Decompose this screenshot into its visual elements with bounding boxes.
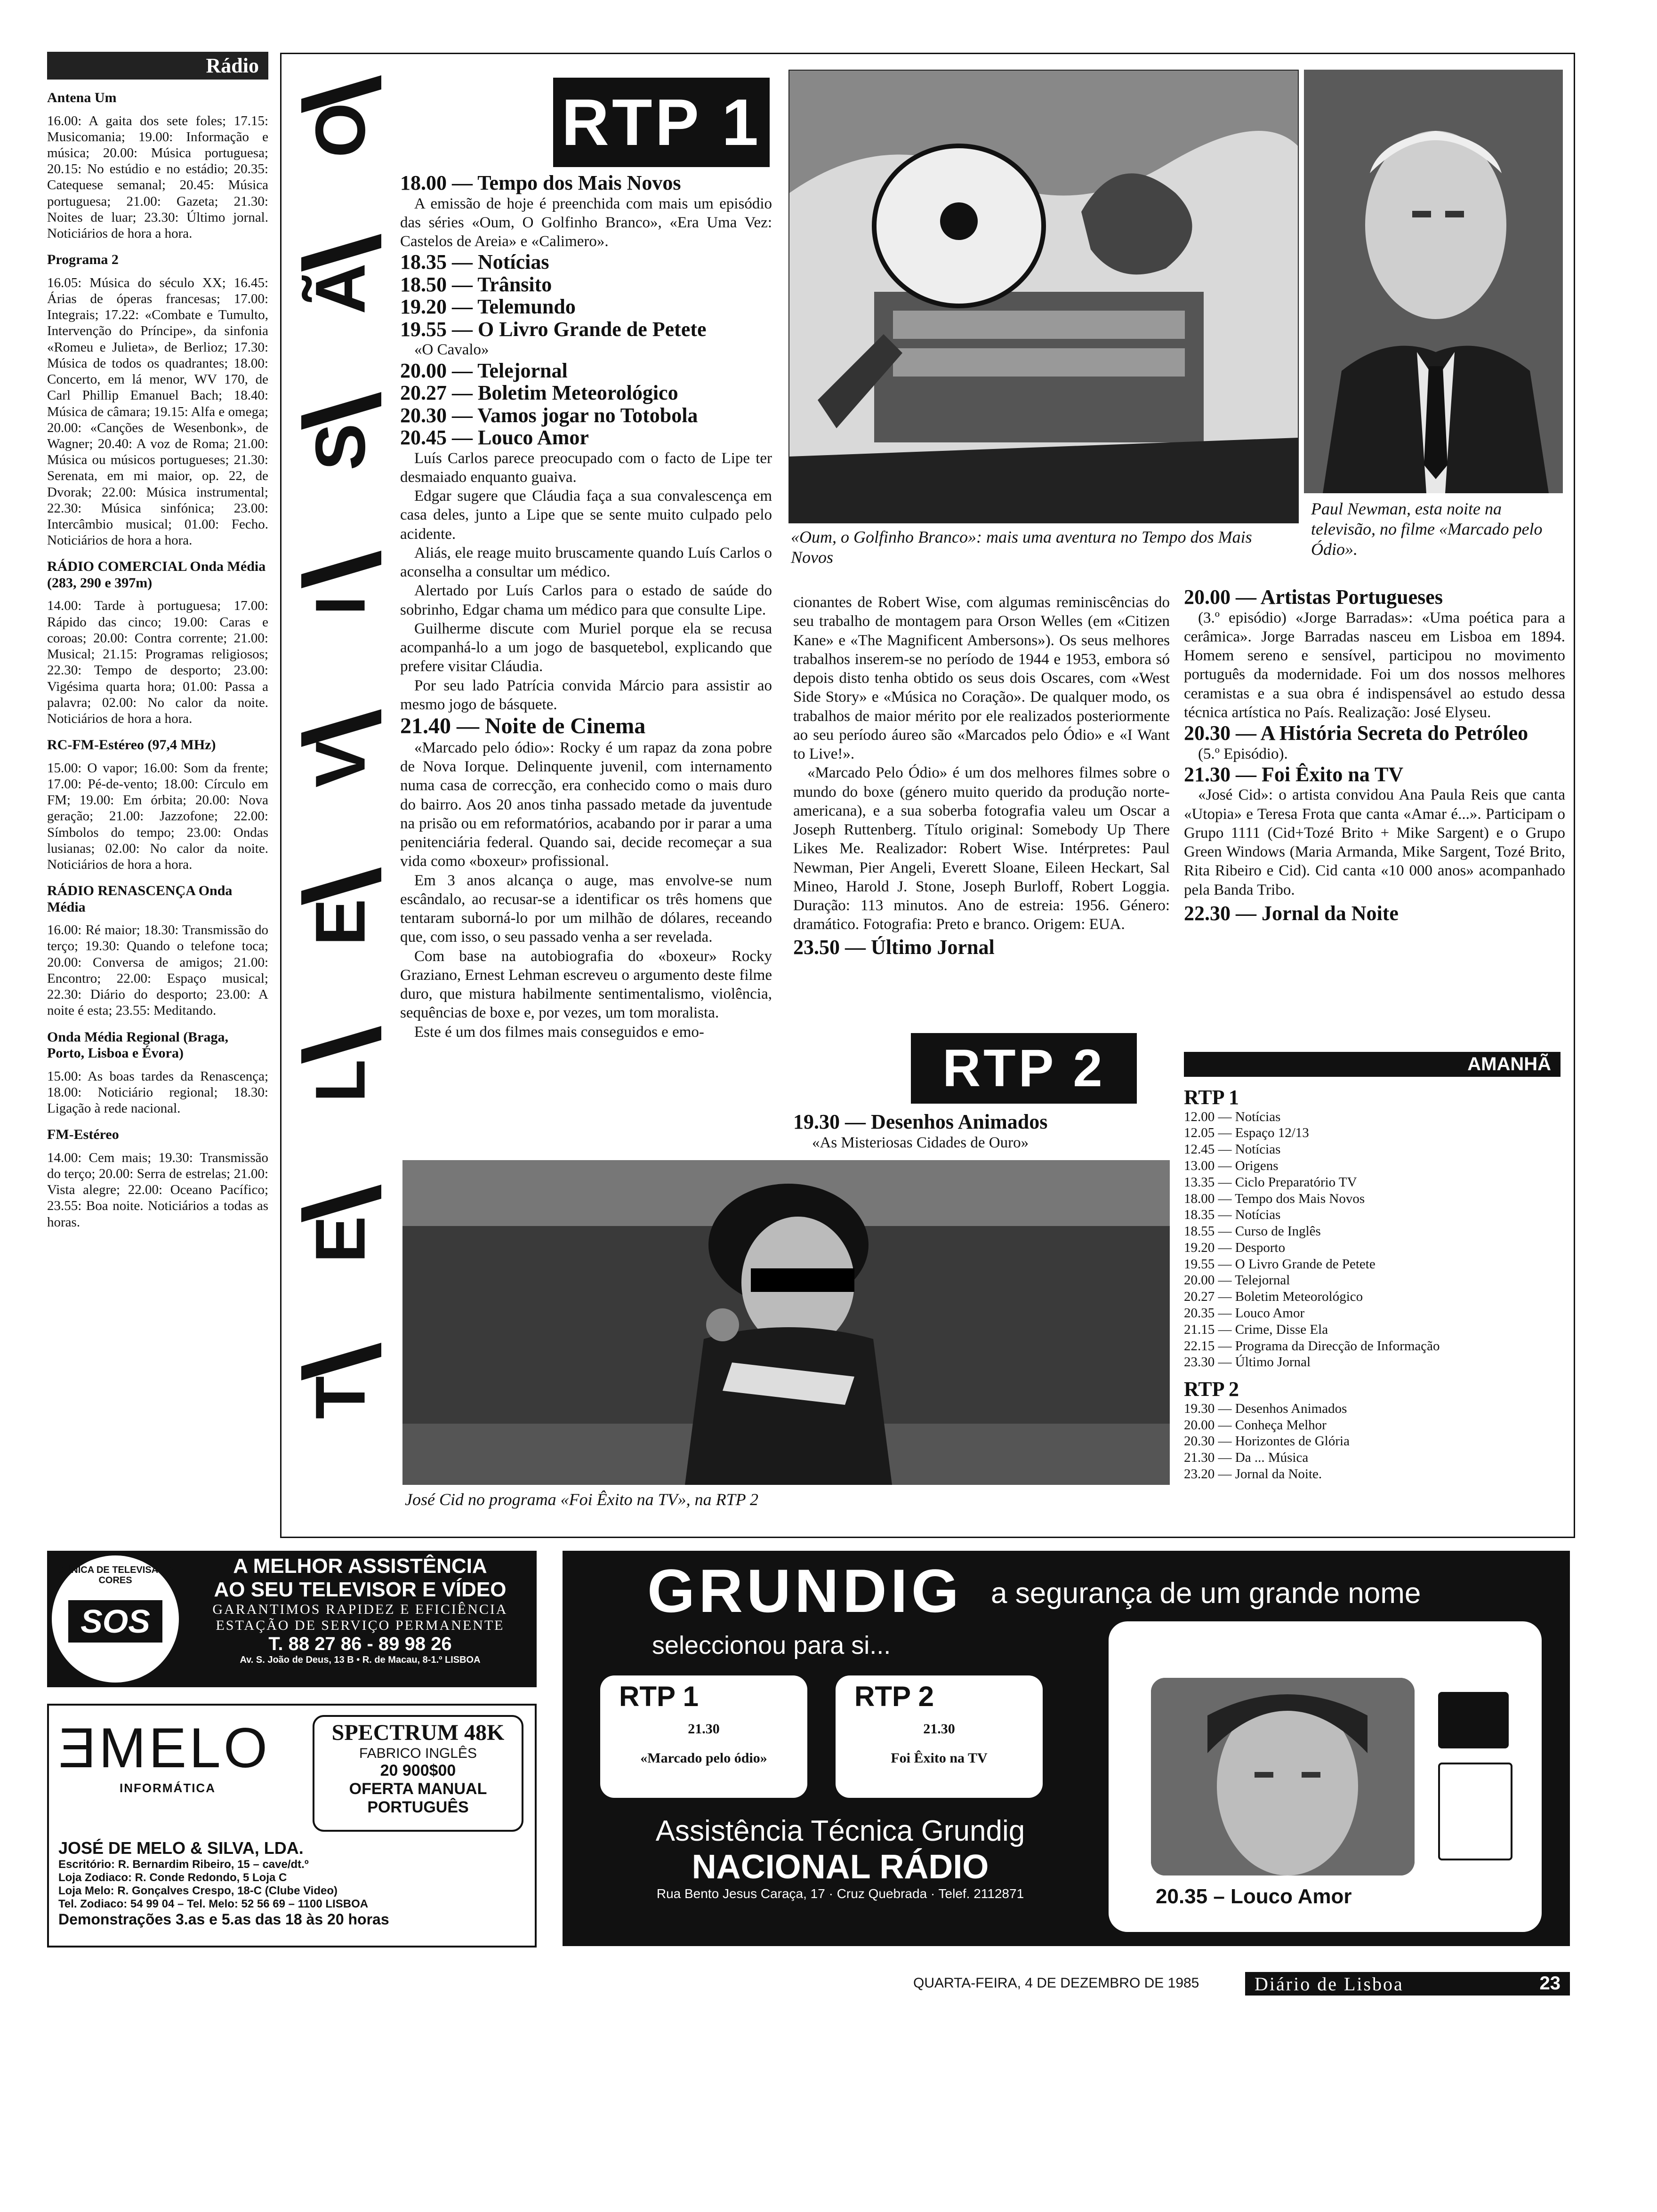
jose-cid-photo [402, 1160, 1170, 1485]
sos-phone: T. 88 27 86 - 89 98 26 [268, 1634, 452, 1654]
banner-letter: I [300, 595, 380, 616]
radio-station-name: RC-FM-Estéreo (97,4 MHz) [47, 737, 216, 753]
amanha-list-item: 21.30 — Da ... Música [1184, 1450, 1309, 1466]
amanha-list-item: 23.20 — Jornal da Noite. [1184, 1466, 1322, 1482]
program-text: Luís Carlos parece preocupado com o facto de Lipe ter desmaiado enquanto guaiva. [400, 449, 772, 486]
radio-schedule-text: 15.00: O vapor; 16.00: Som da frente; 17.00: Pé-de-vento; 18.00: Círculo em FM; 19.00: Em órbita; 20.00: Nova geração; 21.00: Jazzofone; 22.00: Símbolos do tempo; 23.00: Ondas lusianas; 02.00: No calor da noite. Noticiários de hora a hora. [47, 760, 268, 873]
caption-oum: «Oum, o Golfinho Branco»: mais uma aventura no Tempo dos Mais Novos [791, 528, 1252, 567]
melo-line: Loja Zodiaco: R. Conde Redondo, 5 Loja C [58, 1871, 287, 1884]
banner-letter: L [300, 1059, 380, 1103]
rtp1-column-3 [1184, 586, 1565, 924]
program-text: Com base na autobiografia do «boxeur» Rocky Graziano, Ernest Lehman escreveu o argumento deste filme duro, que mistura habilmente sentimentalismo, violência, sequências de boxe e, por vezes, um tom moralista. [400, 947, 772, 1022]
program-title: 18.00 — Tempo dos Mais Novos [400, 171, 681, 194]
program-title: 19.30 — Desenhos Animados [793, 1110, 1048, 1133]
program-text: Aliás, ele reage muito bruscamente quando Luís Carlos o aconselha a consultar um médico. [400, 544, 772, 581]
program-text: Em 3 anos alcança o auge, mas envolve-se num escândalo, ao recusar-se a identificar os três homens que tentaram suborná-lo por um milhão de dólares, receando que, com isso, o seu passado venha a ser revelada. [400, 872, 772, 946]
radio-station-name: Programa 2 [47, 252, 119, 268]
tv-time: 21.30 [688, 1721, 720, 1737]
louco-amor-screen [1151, 1678, 1415, 1875]
program-title: 20.30 — A História Secreta do Petróleo [1184, 721, 1528, 745]
program-text: «O Cavalo» [414, 341, 489, 359]
tv-logo: RTP 1 [619, 1681, 699, 1712]
radio-schedule-text: 14.00: Tarde à portuguesa; 17.00: Rápido das cinco; 19.00: Caras e coroas; 20.00: Contra corrente; 21.00: Musical; 21.15: Programas religiosos; 22.30: Tempo de desporto; 23.00: Vigésima quarta hora; 01.00: Passa a palavra; 02.00: No calor da noite. Noticiários de hora a hora. [47, 598, 268, 726]
amanha-list-item: 18.55 — Curso de Inglês [1184, 1224, 1321, 1239]
program-title: 18.35 — Notícias [400, 250, 549, 274]
rtp1-column-1 [400, 172, 772, 1042]
amanha-list-item: 19.30 — Desenhos Animados [1184, 1401, 1347, 1416]
program-text: «As Misteriosas Cidades de Ouro» [812, 1134, 1029, 1151]
program-title: 20.27 — Boletim Meteorológico [400, 381, 678, 405]
rtp1-logo: RTP 1 [553, 78, 770, 167]
sos-line-3: GARANTIMOS RAPIDEZ E EFICIÊNCIA [212, 1602, 508, 1617]
radio-column [47, 52, 268, 1534]
radio-station-name: Antena Um [47, 90, 117, 105]
amanha-list-item: 23.30 — Último Jornal [1184, 1354, 1311, 1370]
amanha-list-item: 20.00 — Conheça Melhor [1184, 1417, 1327, 1433]
banner-letter: Ã [300, 263, 380, 314]
program-text: Este é um dos filmes mais conseguidos e emo- [414, 1023, 704, 1041]
amanha-list-item: 13.00 — Origens [1184, 1158, 1279, 1173]
program-text: «José Cid»: o artista convidou Ana Paula Reis que canta «Utopia» e Teresa Frota que canta «Amar é...». Participam o Grupo 1111 (Cid+Tozé Brito + Mike Sargent) e o Grupo Green Windows (Maria Armanda, Mike Sargent, Tozé Brito, Rita Ribeiro e Cid). Cid canta «10 000 anos» acompanhado pela Banda Tribo. [1184, 786, 1565, 898]
amanha-list-item: 18.35 — Notícias [1184, 1207, 1281, 1223]
radio-schedule-text: 16.00: A gaita dos sete foles; 17.15: Musicomania; 19.00: Informação e música; 20.00: Música portuguesa; 20.15: No estúdio e no estádio; 20.35: Catequese semanal; 20.45: Música portuguesa; 21.00: Gazeta; 21.30: Noites de luar; 23.30: Último jornal. Noticiários de hora a hora. [47, 113, 268, 241]
program-text: cionantes de Robert Wise, com algumas reminiscências do seu trabalho de montagem para Orson Welles (em «Citizen Kane» e «The Magnificent Ambersons»). Os seus melhores trabalhos inserem-se no período de 1944 e 1953, embora só depois disto tenha obtido os seus dois Oscares, com «West Side Story» e «Música no Coração». De qualquer modo, os trabalhos de maior mérito por ele realizados posteriormente ao seu período áureo são «Marcados pelo Ódio» e «I Want to Live!». [793, 594, 1170, 762]
sos-address: Av. S. João de Deus, 13 B • R. de Macau, 8-1.º LISBOA [240, 1655, 481, 1665]
tv-title: «Marcado pelo ódio» [640, 1750, 767, 1766]
melo-logo: ƎMELO [58, 1716, 271, 1779]
tv-logo: RTP 2 [854, 1681, 934, 1712]
radio-station-name: RÁDIO COMERCIAL Onda Média (283, 290 e 397m) [47, 559, 266, 591]
banner-letter: S [300, 423, 380, 471]
caption-jose-cid: José Cid no programa «Foi Êxito na TV», na RTP 2 [405, 1490, 758, 1509]
spectrum-title: SPECTRUM 48K [331, 1720, 505, 1745]
program-title: 19.20 — Telemundo [400, 295, 576, 319]
sos-line-4: ESTAÇÃO DE SERVIÇO PERMANENTE [216, 1618, 505, 1633]
amanha-list-item: 18.00 — Tempo dos Mais Novos [1184, 1191, 1365, 1206]
radio-station-name: Onda Média Regional (Braga, Porto, Lisboa e Évora) [47, 1029, 229, 1061]
radio-schedule-text: 16.00: Ré maior; 18.30: Transmissão do terço; 19.30: Quando o telefone toca; 20.00: Conversa de amigos; 21.00: Encontro; 22.00: Espaço musical; 22.30: Diário do desporto; 23.00: A noite é esta; 23.55: Meditando. [47, 922, 268, 1018]
melo-company: JOSÉ DE MELO & SILVA, LDA. [58, 1838, 304, 1858]
footer-page-number: 23 [1539, 1973, 1560, 1994]
tv-title: Foi Êxito na TV [891, 1750, 988, 1766]
program-text: Guilherme discute com Muriel porque ela se recusa acompanhá-lo a um jogo de basquetebol, explicando que prefere visitar Cláudia. [400, 620, 772, 675]
program-title: 20.00 — Artistas Portugueses [1184, 585, 1443, 609]
radio-list [47, 90, 268, 1230]
program-text: Por seu lado Patrícia convida Márcio para assistir ao mesmo jogo de básquete. [400, 677, 772, 713]
program-title: 22.30 — Jornal da Noite [1184, 901, 1399, 925]
footer-bar [1245, 1972, 1570, 1996]
oum-cartoon-image [788, 70, 1299, 523]
sos-seal-logo [52, 1555, 179, 1683]
radio-header: Rádio [47, 52, 268, 80]
spectrum-line-3: OFERTA MANUAL [349, 1780, 487, 1798]
radio-schedule-text: 15.00: As boas tardes da Renascença; 18.00: Noticiário regional; 18.30: Ligação à rede nacional. [47, 1068, 268, 1116]
grundig-address: Rua Bento Jesus Caraça, 17 · Cruz Quebrada · Telef. 2112871 [656, 1886, 1024, 1901]
program-list [400, 360, 772, 449]
spectrum-box [313, 1715, 523, 1832]
grundig-brand: GRUNDIG [647, 1556, 963, 1625]
program-text: «Marcado Pelo Ódio» é um dos melhores filmes sobre o mundo do boxe (género muito querido da produção norte-americana), e a sua soberba fotografia valeu um Oscar a Joseph Ruttenberg. Título original: Somebody Up There Likes Me. Realizador: Robert Wise. Intérpretes: Paul Newman, Pier Angeli, Everett Sloane, Eileen Heckart, Sal Mineo, Harold J. Stone, Joseph Burloff, Robert Loggia. Duração: 113 minutos. Ano de estreia: 1956. Género: dramático. Fotografia: Preto e branco. Origem: EUA. [793, 764, 1170, 933]
grundig-assist: Assistência Técnica Grundig [655, 1815, 1025, 1847]
banner-letter: O [300, 103, 380, 158]
amanha-list-item: 12.45 — Notícias [1184, 1142, 1281, 1157]
seal-ring-text: CLÍNICA DE TELEVISÃO A CORES [56, 1565, 175, 1586]
tv-speaker [1438, 1692, 1509, 1748]
spectrum-price: 20 900$00 [380, 1762, 456, 1779]
amanha-list-item: 19.55 — O Livro Grande de Petete [1184, 1256, 1375, 1272]
amanha-rtp2-title: RTP 2 [1184, 1378, 1239, 1401]
amanha-header: AMANHÃ [1184, 1052, 1560, 1077]
amanha-list-item: 21.15 — Crime, Disse Ela [1184, 1322, 1328, 1337]
program-text: «Marcado pelo ódio»: Rocky é um rapaz da zona pobre de Nova Iorque. Delinquente juvenil, com internamento numa casa de correcção, era conhecido como o mais duro do bairro. Aos 20 anos tinha passado metade da juventude na prisão ou em reformatórios, acabando por ir parar a uma penitenciária federal. Quando sai, decide recomeçar a sua vida como «boxeur» profissional. [400, 739, 772, 870]
melo-demo: Demonstrações 3.as e 5.as das 18 às 20 horas [58, 1911, 389, 1928]
program-title: 21.40 — Noite de Cinema [400, 713, 646, 739]
amanha-rtp2-list [1184, 1401, 1560, 1483]
melo-logo-sub: INFORMÁTICA [120, 1781, 216, 1795]
grundig-nacional: NACIONAL RÁDIO [692, 1848, 989, 1886]
ad-sos-clinica [47, 1551, 537, 1687]
sos-headline-2: AO SEU TELEVISOR E VÍDEO [214, 1578, 507, 1601]
ad-grundig [563, 1551, 1570, 1946]
caption-newman: Paul Newman, esta noite na televisão, no filme «Marcado pelo Ódio». [1311, 499, 1543, 559]
ad-melo-informatica [47, 1704, 537, 1948]
seal-center-text: SOS [68, 1600, 162, 1643]
program-title: 23.50 — Último Jornal [793, 935, 995, 959]
footer-date: QUARTA-FEIRA, 4 DE DEZEMBRO DE 1985 [913, 1975, 1199, 1991]
banner-letter: E [300, 1216, 380, 1263]
program-list [400, 251, 772, 340]
spectrum-line-4: PORTUGUÊS [367, 1798, 469, 1816]
program-title: 20.00 — Telejornal [400, 359, 568, 382]
rtp1-column-2 [793, 593, 1170, 958]
amanha-list-item: 13.35 — Ciclo Preparatório TV [1184, 1174, 1357, 1190]
program-title: 21.30 — Foi Êxito na TV [1184, 762, 1404, 786]
amanha-list-item: 20.30 — Horizontes de Glória [1184, 1434, 1350, 1449]
grundig-tagline: a segurança de um grande nome [991, 1577, 1421, 1610]
rtp2-logo: RTP 2 [911, 1033, 1137, 1104]
amanha-list-item: 20.35 — Louco Amor [1184, 1306, 1305, 1321]
amanha-list-item: 19.20 — Desporto [1184, 1240, 1286, 1255]
amanha-list-item: 20.27 — Boletim Meteorológico [1184, 1289, 1363, 1305]
tv-controls [1438, 1763, 1512, 1860]
banner-letter: T [300, 1376, 380, 1419]
program-text: (3.º episódio) «Jorge Barradas»: «Uma poética para a cerâmica». Jorge Barradas nasceu em Lisboa em 1894. Homem sereno e sensível, participou no movimento português da modernidade. Foi um dos nossos melhores ceramistas e a sua obra é indispensável ao estudo dessa técnica artística no País. Realização: José Elyseu. [1184, 609, 1565, 721]
melo-line: Tel. Zodiaco: 54 99 04 – Tel. Melo: 52 56 69 – 1100 LISBOA [58, 1898, 369, 1910]
amanha-rtp1-title: RTP 1 [1184, 1086, 1239, 1109]
grundig-tv-rtp1 [600, 1675, 807, 1798]
grundig-tv-rtp2 [836, 1675, 1043, 1798]
paul-newman-photo [1304, 70, 1563, 493]
spectrum-line-1: FABRICO INGLÊS [359, 1746, 477, 1761]
amanha-rtp1-list [1184, 1109, 1560, 1371]
tv-caption: 20.35 – Louco Amor [1156, 1885, 1352, 1908]
radio-schedule-text: 16.05: Música do século XX; 16.45: Árias de óperas francesas; 17.00: Integrais; 17.22: «Combate e Tumulto, Intervenção do Príncipe», da sinfonia «Romeu e Julieta», de Berlioz; 17.30: Música de todos os quadrantes; 18.00: Concerto, em lá menor, WV 170, de Carl Phillip Emanuel Bach; 18.40: Música de câmara; 19.15: Alfa e omega; 20.00: «Canções de Wesenbonk», de Wagner; 20.40: A voz de Roma; 21.00: Música ou músicos portugueses; 21.30: Serenata, em mi maior, op. 22, de Dvorak; 22.00: Música instrumental; 22.30: Música sinfónica; 23.00: Intercâmbio musical; 01.00: Fecho. Noticiários de hora a hora. [47, 275, 268, 548]
amanha-list-item: 12.00 — Notícias [1184, 1109, 1281, 1124]
amanha-list-item: 12.05 — Espaço 12/13 [1184, 1125, 1309, 1141]
tv-time: 21.30 [923, 1721, 955, 1737]
program-title: 18.50 — Trânsito [400, 272, 552, 296]
program-text: Edgar sugere que Cláudia faça a sua convalescença em casa deles, junto a Lipe que se sente muito culpado pelo acidente. [400, 488, 772, 543]
rtp2-schedule [793, 1111, 1170, 1152]
grundig-tv-louco-amor [1109, 1621, 1542, 1932]
amanha-section [1184, 1052, 1560, 1483]
amanha-list-item: 22.15 — Programa da Direcção de Informação [1184, 1338, 1440, 1354]
radio-station-name: RÁDIO RENASCENÇA Onda Média [47, 883, 233, 915]
banner-letter: V [300, 740, 380, 788]
program-title: 20.45 — Louco Amor [400, 426, 589, 449]
radio-station-name: FM-Estéreo [47, 1127, 119, 1143]
television-banner [301, 66, 381, 1492]
sos-headline-1: A MELHOR ASSISTÊNCIA [233, 1555, 487, 1578]
program-text: Alertado por Luís Carlos para o estado de saúde do sobrinho, Edgar chama um médico para que consulte Lipe. [400, 582, 772, 618]
melo-line: Escritório: R. Bernardim Ribeiro, 15 – cave/dt.º [58, 1858, 309, 1871]
melo-line: Loja Melo: R. Gonçalves Crespo, 18-C (Clube Video) [58, 1884, 338, 1897]
footer-paper-name: Diário de Lisboa [1255, 1973, 1404, 1995]
program-title: 19.55 — O Livro Grande de Petete [400, 317, 707, 341]
banner-letter: E [300, 898, 380, 946]
program-text: A emissão de hoje é preenchida com mais um episódio das séries «Oum, O Golfinho Branco», «Era Uma Vez: Castelos de Areia» e «Calimero». [400, 195, 772, 250]
amanha-list-item: 20.00 — Telejornal [1184, 1273, 1290, 1288]
program-title: 20.30 — Vamos jogar no Totobola [400, 403, 698, 427]
grundig-selected: seleccionou para si... [652, 1631, 891, 1659]
radio-schedule-text: 14.00: Cem mais; 19.30: Transmissão do terço; 20.00: Serra de estrelas; 21.00: Vista alegre; 22.00: Oceano Pacífico; 23.55: Boa noite. Noticiários a todas as horas. [47, 1150, 268, 1230]
program-text: (5.º Episódio). [1198, 745, 1288, 762]
